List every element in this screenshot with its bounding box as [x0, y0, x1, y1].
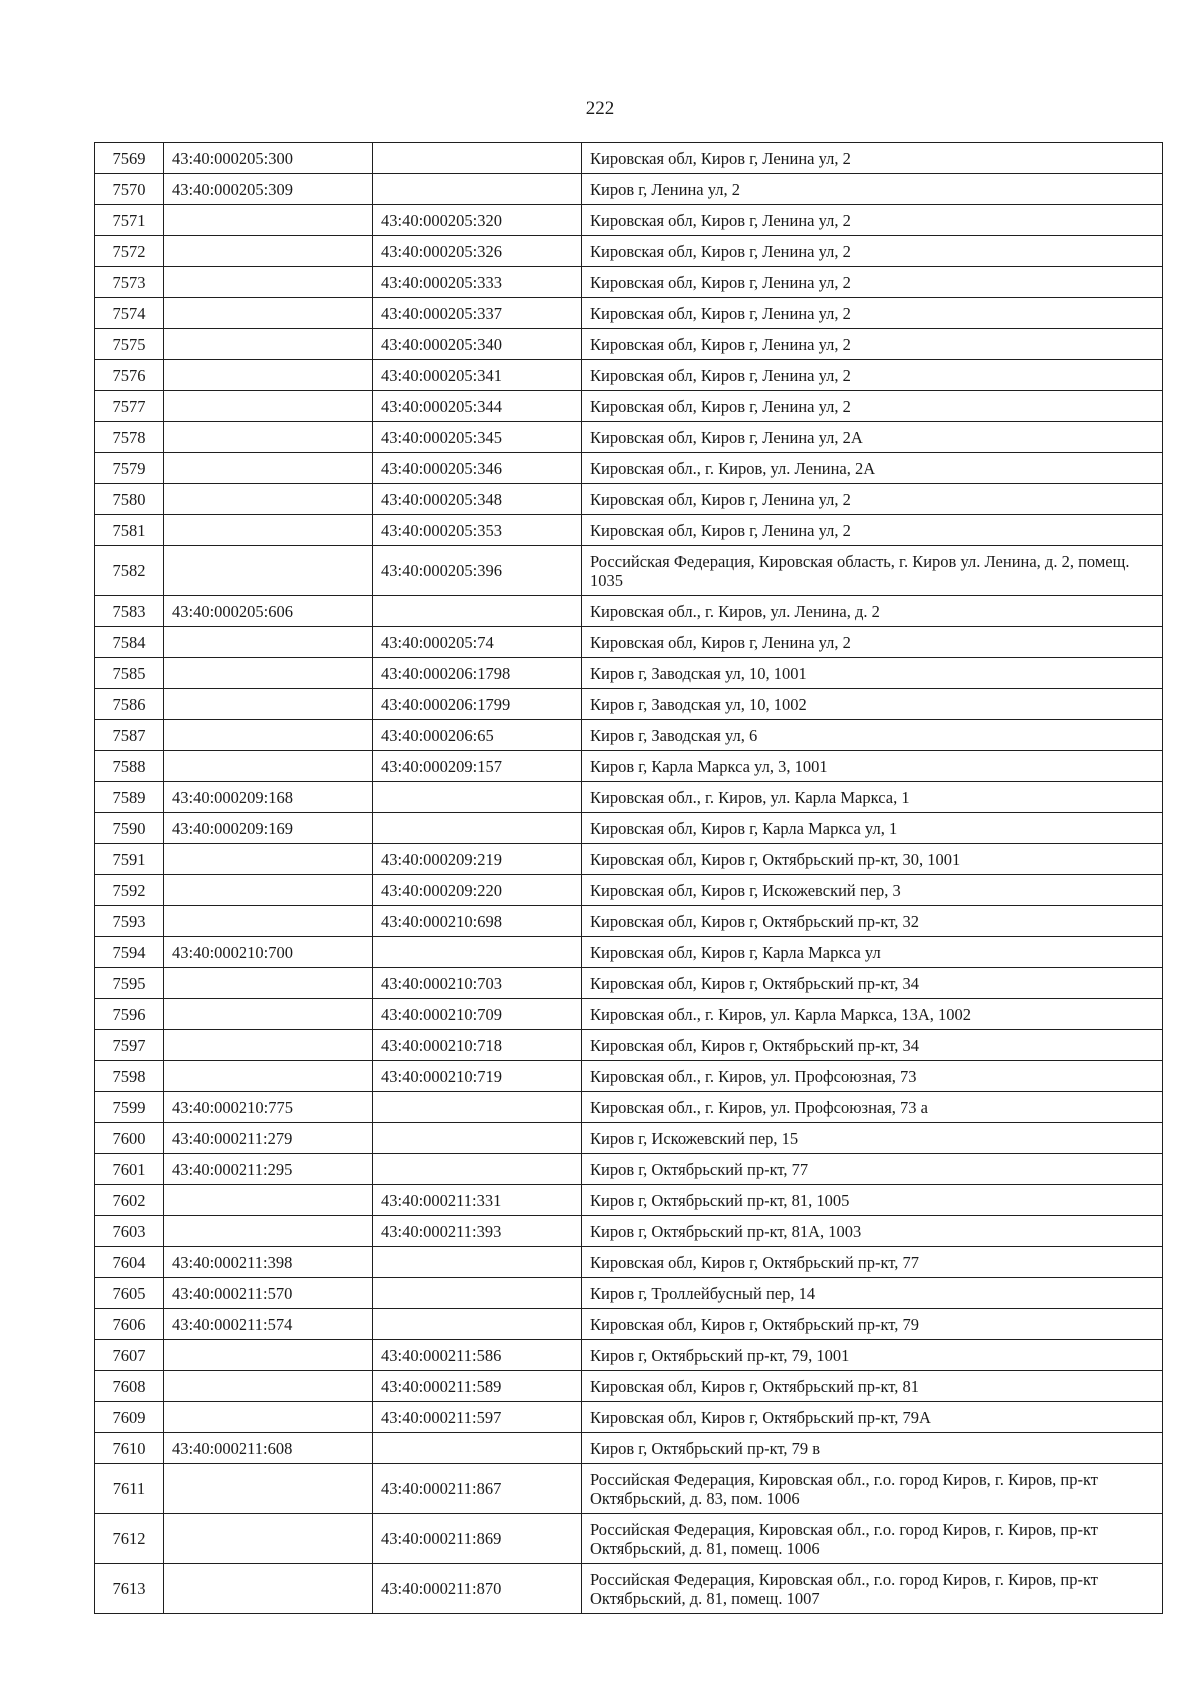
table-row: [95, 1278, 1163, 1309]
premises-number-cell: 43:40:000210:718: [373, 1030, 582, 1061]
address-cell: Российская Федерация, Кировская область, г. Киров ул. Ленина, д. 2, помещ. 1035: [582, 546, 1163, 596]
row-number-cell: 7606: [95, 1309, 164, 1340]
object-number-cell: [164, 1030, 373, 1061]
address-cell: Кировская обл, Киров г, Октябрьский пр-кт, 34: [582, 968, 1163, 999]
row-number-cell: 7592: [95, 875, 164, 906]
table-row: [95, 515, 1163, 546]
table-row: [95, 999, 1163, 1030]
object-number-cell: [164, 360, 373, 391]
row-number-cell: 7580: [95, 484, 164, 515]
object-number-cell: 43:40:000205:300: [164, 143, 373, 174]
table-row: [95, 1247, 1163, 1278]
premises-number-cell: 43:40:000210:698: [373, 906, 582, 937]
premises-number-cell: 43:40:000206:65: [373, 720, 582, 751]
row-number-cell: 7587: [95, 720, 164, 751]
table-row: [95, 751, 1163, 782]
object-number-cell: 43:40:000205:606: [164, 596, 373, 627]
row-number-cell: 7598: [95, 1061, 164, 1092]
object-number-cell: [164, 1340, 373, 1371]
object-number-cell: [164, 205, 373, 236]
address-cell: Кировская обл, Киров г, Октябрьский пр-кт, 79: [582, 1309, 1163, 1340]
table-row: [95, 1123, 1163, 1154]
premises-number-cell: 43:40:000205:348: [373, 484, 582, 515]
table-row: [95, 422, 1163, 453]
premises-number-cell: 43:40:000205:344: [373, 391, 582, 422]
object-number-cell: [164, 968, 373, 999]
table-row: [95, 1061, 1163, 1092]
address-cell: Кировская обл, Киров г, Ленина ул, 2: [582, 267, 1163, 298]
address-cell: Кировская обл, Киров г, Карла Маркса ул: [582, 937, 1163, 968]
object-number-cell: 43:40:000210:775: [164, 1092, 373, 1123]
table-row: [95, 596, 1163, 627]
row-number-cell: 7605: [95, 1278, 164, 1309]
object-number-cell: [164, 422, 373, 453]
table-row: [95, 1514, 1163, 1564]
object-number-cell: [164, 236, 373, 267]
premises-number-cell: 43:40:000205:337: [373, 298, 582, 329]
row-number-cell: 7609: [95, 1402, 164, 1433]
table-row: [95, 1402, 1163, 1433]
address-cell: Кировская обл, Киров г, Карла Маркса ул, 1: [582, 813, 1163, 844]
object-number-cell: [164, 627, 373, 658]
object-number-cell: 43:40:000211:608: [164, 1433, 373, 1464]
address-cell: Кировская обл., г. Киров, ул. Профсоюзная, 73: [582, 1061, 1163, 1092]
row-number-cell: 7597: [95, 1030, 164, 1061]
premises-number-cell: 43:40:000206:1799: [373, 689, 582, 720]
object-number-cell: [164, 1464, 373, 1514]
premises-number-cell: 43:40:000209:220: [373, 875, 582, 906]
address-cell: Киров г, Карла Маркса ул, 3, 1001: [582, 751, 1163, 782]
table-row: [95, 937, 1163, 968]
row-number-cell: 7613: [95, 1564, 164, 1614]
table-row: [95, 1216, 1163, 1247]
premises-number-cell: 43:40:000205:320: [373, 205, 582, 236]
page-number: 222: [585, 98, 615, 119]
address-cell: Кировская обл, Киров г, Октябрьский пр-кт, 34: [582, 1030, 1163, 1061]
address-cell: Кировская обл, Киров г, Ленина ул, 2: [582, 515, 1163, 546]
address-cell: Кировская обл, Киров г, Ленина ул, 2: [582, 143, 1163, 174]
object-number-cell: [164, 875, 373, 906]
row-number-cell: 7574: [95, 298, 164, 329]
row-number-cell: 7584: [95, 627, 164, 658]
table-row: [95, 813, 1163, 844]
row-number-cell: 7585: [95, 658, 164, 689]
table-row: [95, 1030, 1163, 1061]
premises-number-cell: 43:40:000210:709: [373, 999, 582, 1030]
premises-number-cell: 43:40:000205:326: [373, 236, 582, 267]
object-number-cell: [164, 689, 373, 720]
table-row: [95, 143, 1163, 174]
object-number-cell: [164, 1061, 373, 1092]
premises-number-cell: 43:40:000210:703: [373, 968, 582, 999]
address-cell: Киров г, Октябрьский пр-кт, 77: [582, 1154, 1163, 1185]
premises-number-cell: [373, 1154, 582, 1185]
object-number-cell: [164, 1564, 373, 1614]
premises-number-cell: 43:40:000209:157: [373, 751, 582, 782]
table-row: [95, 782, 1163, 813]
address-cell: Кировская обл, Киров г, Ленина ул, 2А: [582, 422, 1163, 453]
address-cell: Кировская обл., г. Киров, ул. Карла Маркса, 1: [582, 782, 1163, 813]
row-number-cell: 7612: [95, 1514, 164, 1564]
object-number-cell: [164, 515, 373, 546]
address-cell: Кировская обл, Киров г, Ленина ул, 2: [582, 298, 1163, 329]
object-number-cell: 43:40:000211:574: [164, 1309, 373, 1340]
row-number-cell: 7570: [95, 174, 164, 205]
row-number-cell: 7596: [95, 999, 164, 1030]
row-number-cell: 7593: [95, 906, 164, 937]
address-cell: Киров г, Заводская ул, 10, 1001: [582, 658, 1163, 689]
address-cell: Киров г, Заводская ул, 6: [582, 720, 1163, 751]
object-number-cell: [164, 906, 373, 937]
table-row: [95, 1309, 1163, 1340]
premises-number-cell: [373, 596, 582, 627]
table-row: [95, 875, 1163, 906]
object-number-cell: [164, 844, 373, 875]
premises-number-cell: 43:40:000205:340: [373, 329, 582, 360]
premises-number-cell: [373, 1433, 582, 1464]
premises-number-cell: 43:40:000205:353: [373, 515, 582, 546]
object-number-cell: 43:40:000211:295: [164, 1154, 373, 1185]
row-number-cell: 7571: [95, 205, 164, 236]
address-cell: Кировская обл, Киров г, Ленина ул, 2: [582, 236, 1163, 267]
object-number-cell: [164, 999, 373, 1030]
row-number-cell: 7608: [95, 1371, 164, 1402]
address-cell: Российская Федерация, Кировская обл., г.о. город Киров, г. Киров, пр-кт Октябрьский, д. 83, пом. 1006: [582, 1464, 1163, 1514]
row-number-cell: 7572: [95, 236, 164, 267]
address-cell: Киров г, Искожевский пер, 15: [582, 1123, 1163, 1154]
row-number-cell: 7602: [95, 1185, 164, 1216]
row-number-cell: 7610: [95, 1433, 164, 1464]
address-cell: Кировская обл, Киров г, Ленина ул, 2: [582, 627, 1163, 658]
object-number-cell: [164, 720, 373, 751]
address-cell: Российская Федерация, Кировская обл., г.о. город Киров, г. Киров, пр-кт Октябрьский, д. 81, помещ. 1007: [582, 1564, 1163, 1614]
premises-number-cell: [373, 1278, 582, 1309]
premises-number-cell: 43:40:000205:333: [373, 267, 582, 298]
table-row: [95, 453, 1163, 484]
table-row: [95, 1464, 1163, 1514]
address-cell: Кировская обл., г. Киров, ул. Профсоюзная, 73 а: [582, 1092, 1163, 1123]
premises-number-cell: 43:40:000211:331: [373, 1185, 582, 1216]
row-number-cell: 7611: [95, 1464, 164, 1514]
object-number-cell: [164, 453, 373, 484]
table-row: [95, 298, 1163, 329]
address-cell: Киров г, Троллейбусный пер, 14: [582, 1278, 1163, 1309]
row-number-cell: 7603: [95, 1216, 164, 1247]
object-number-cell: [164, 1371, 373, 1402]
row-number-cell: 7599: [95, 1092, 164, 1123]
row-number-cell: 7576: [95, 360, 164, 391]
object-number-cell: 43:40:000205:309: [164, 174, 373, 205]
table-row: [95, 267, 1163, 298]
table-row: [95, 844, 1163, 875]
object-number-cell: [164, 484, 373, 515]
table-row: [95, 360, 1163, 391]
table-row: [95, 1092, 1163, 1123]
row-number-cell: 7588: [95, 751, 164, 782]
row-number-cell: 7591: [95, 844, 164, 875]
row-number-cell: 7581: [95, 515, 164, 546]
row-number-cell: 7589: [95, 782, 164, 813]
table-row: [95, 658, 1163, 689]
address-cell: Кировская обл., г. Киров, ул. Ленина, 2А: [582, 453, 1163, 484]
table-row: [95, 1564, 1163, 1614]
address-cell: Кировская обл, Киров г, Октябрьский пр-кт, 30, 1001: [582, 844, 1163, 875]
address-cell: Киров г, Заводская ул, 10, 1002: [582, 689, 1163, 720]
object-number-cell: 43:40:000210:700: [164, 937, 373, 968]
premises-number-cell: 43:40:000211:867: [373, 1464, 582, 1514]
premises-number-cell: 43:40:000211:393: [373, 1216, 582, 1247]
row-number-cell: 7601: [95, 1154, 164, 1185]
address-cell: Кировская обл., г. Киров, ул. Карла Маркса, 13А, 1002: [582, 999, 1163, 1030]
table-row: [95, 546, 1163, 596]
table-row: [95, 484, 1163, 515]
row-number-cell: 7600: [95, 1123, 164, 1154]
premises-number-cell: 43:40:000205:74: [373, 627, 582, 658]
address-cell: Киров г, Октябрьский пр-кт, 79 в: [582, 1433, 1163, 1464]
premises-number-cell: 43:40:000206:1798: [373, 658, 582, 689]
premises-number-cell: [373, 1309, 582, 1340]
object-number-cell: [164, 1216, 373, 1247]
row-number-cell: 7578: [95, 422, 164, 453]
premises-number-cell: 43:40:000210:719: [373, 1061, 582, 1092]
row-number-cell: 7604: [95, 1247, 164, 1278]
table-row: [95, 236, 1163, 267]
address-cell: Киров г, Октябрьский пр-кт, 79, 1001: [582, 1340, 1163, 1371]
row-number-cell: 7573: [95, 267, 164, 298]
table-row: [95, 205, 1163, 236]
object-number-cell: [164, 1185, 373, 1216]
row-number-cell: 7590: [95, 813, 164, 844]
table-row: [95, 906, 1163, 937]
premises-number-cell: 43:40:000205:396: [373, 546, 582, 596]
object-number-cell: [164, 267, 373, 298]
table-row: [95, 1371, 1163, 1402]
table-row: [95, 1185, 1163, 1216]
address-cell: Кировская обл, Киров г, Искожевский пер, 3: [582, 875, 1163, 906]
premises-number-cell: [373, 1123, 582, 1154]
table-row: [95, 329, 1163, 360]
object-number-cell: [164, 298, 373, 329]
premises-number-cell: [373, 813, 582, 844]
address-cell: Кировская обл, Киров г, Ленина ул, 2: [582, 391, 1163, 422]
address-cell: Кировская обл, Киров г, Октябрьский пр-кт, 32: [582, 906, 1163, 937]
registry-table-body: [95, 143, 1163, 1614]
object-number-cell: [164, 751, 373, 782]
premises-number-cell: [373, 937, 582, 968]
premises-number-cell: [373, 1092, 582, 1123]
premises-number-cell: 43:40:000211:869: [373, 1514, 582, 1564]
object-number-cell: 43:40:000211:570: [164, 1278, 373, 1309]
premises-number-cell: 43:40:000211:870: [373, 1564, 582, 1614]
object-number-cell: [164, 1514, 373, 1564]
premises-number-cell: 43:40:000209:219: [373, 844, 582, 875]
address-cell: Кировская обл, Киров г, Октябрьский пр-кт, 81: [582, 1371, 1163, 1402]
row-number-cell: 7575: [95, 329, 164, 360]
object-number-cell: [164, 546, 373, 596]
object-number-cell: 43:40:000209:168: [164, 782, 373, 813]
object-number-cell: 43:40:000209:169: [164, 813, 373, 844]
row-number-cell: 7595: [95, 968, 164, 999]
premises-number-cell: [373, 143, 582, 174]
object-number-cell: [164, 329, 373, 360]
table-row: [95, 968, 1163, 999]
row-number-cell: 7582: [95, 546, 164, 596]
object-number-cell: [164, 391, 373, 422]
address-cell: Кировская обл, Киров г, Ленина ул, 2: [582, 205, 1163, 236]
address-cell: Кировская обл, Киров г, Ленина ул, 2: [582, 360, 1163, 391]
table-row: [95, 174, 1163, 205]
row-number-cell: 7594: [95, 937, 164, 968]
address-cell: Киров г, Октябрьский пр-кт, 81А, 1003: [582, 1216, 1163, 1247]
address-cell: Кировская обл, Киров г, Октябрьский пр-кт, 77: [582, 1247, 1163, 1278]
row-number-cell: 7607: [95, 1340, 164, 1371]
row-number-cell: 7583: [95, 596, 164, 627]
table-row: [95, 689, 1163, 720]
table-row: [95, 391, 1163, 422]
premises-number-cell: 43:40:000211:586: [373, 1340, 582, 1371]
address-cell: Российская Федерация, Кировская обл., г.о. город Киров, г. Киров, пр-кт Октябрьский, д. 81, помещ. 1006: [582, 1514, 1163, 1564]
registry-table: [94, 142, 1163, 1614]
premises-number-cell: 43:40:000205:341: [373, 360, 582, 391]
premises-number-cell: 43:40:000205:345: [373, 422, 582, 453]
row-number-cell: 7579: [95, 453, 164, 484]
table-row: [95, 1340, 1163, 1371]
row-number-cell: 7577: [95, 391, 164, 422]
object-number-cell: [164, 1402, 373, 1433]
table-row: [95, 720, 1163, 751]
address-cell: Кировская обл, Киров г, Ленина ул, 2: [582, 484, 1163, 515]
object-number-cell: 43:40:000211:279: [164, 1123, 373, 1154]
premises-number-cell: 43:40:000211:597: [373, 1402, 582, 1433]
address-cell: Кировская обл, Киров г, Октябрьский пр-кт, 79А: [582, 1402, 1163, 1433]
address-cell: Кировская обл., г. Киров, ул. Ленина, д. 2: [582, 596, 1163, 627]
row-number-cell: 7569: [95, 143, 164, 174]
premises-number-cell: [373, 1247, 582, 1278]
object-number-cell: [164, 658, 373, 689]
premises-number-cell: [373, 174, 582, 205]
object-number-cell: 43:40:000211:398: [164, 1247, 373, 1278]
address-cell: Киров г, Ленина ул, 2: [582, 174, 1163, 205]
table-row: [95, 1433, 1163, 1464]
premises-number-cell: 43:40:000205:346: [373, 453, 582, 484]
premises-number-cell: [373, 782, 582, 813]
row-number-cell: 7586: [95, 689, 164, 720]
table-row: [95, 1154, 1163, 1185]
address-cell: Киров г, Октябрьский пр-кт, 81, 1005: [582, 1185, 1163, 1216]
premises-number-cell: 43:40:000211:589: [373, 1371, 582, 1402]
address-cell: Кировская обл, Киров г, Ленина ул, 2: [582, 329, 1163, 360]
table-row: [95, 627, 1163, 658]
